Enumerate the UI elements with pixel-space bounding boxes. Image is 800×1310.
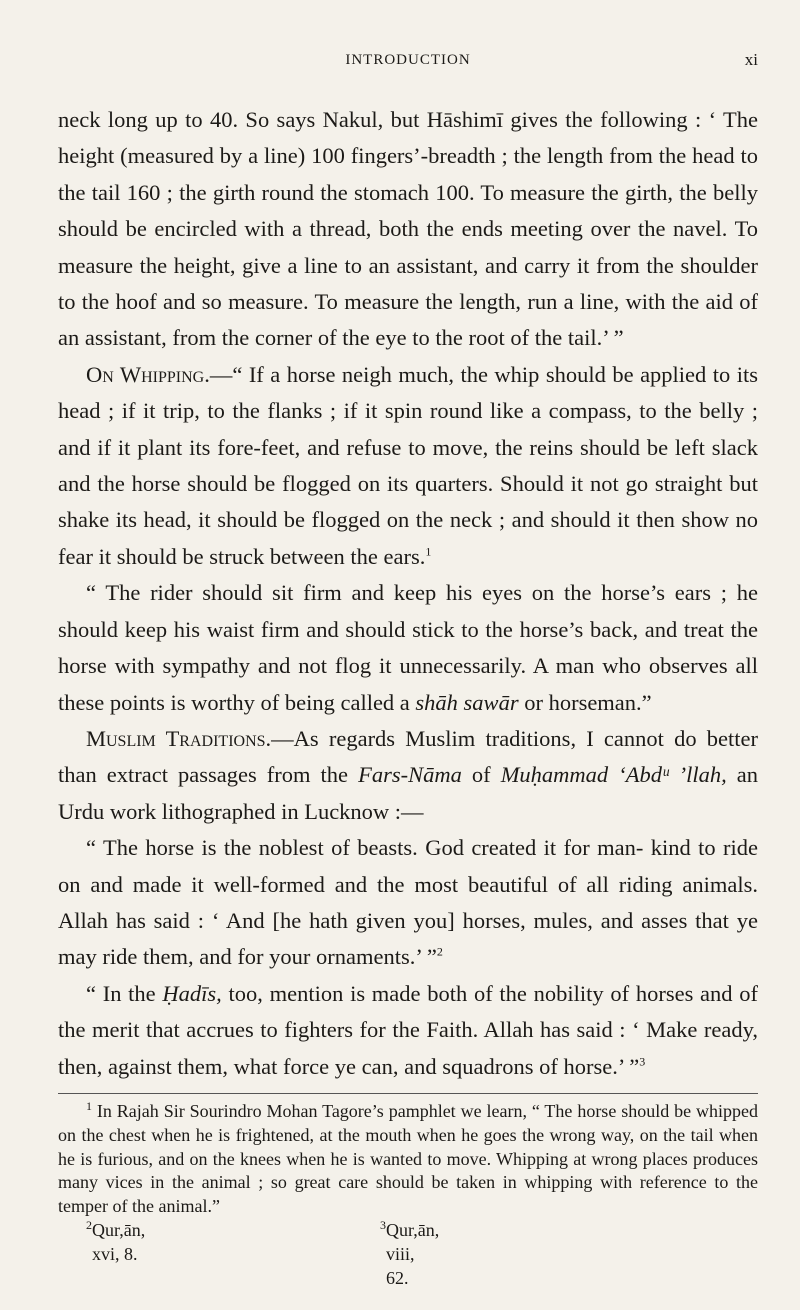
paragraph-text: neck long up to 40. So says Nakul, but Hāshimī gives the following : ‘ The height (measured by a line) 100 fingers’-breadth ; the length from the head to the tail 160 ; the girth round the stomach 100. To measure the girth, the belly should be encircled with a thread, both the ends meeting over the navel. To measure the height, give a line to an assistant, and carry it from the shoulder to the hoof and so measure. To measure the length, run a line, with the aid of an assistant, from the corner of the eye to the root of the tail.’ ” <box>58 107 758 351</box>
footnote-divider <box>58 1093 758 1094</box>
footnote-ref-3[interactable]: 3 <box>639 1054 646 1069</box>
paragraph-text: —As regards Muslim traditions, I cannot do better than extract passages from the <box>58 725 758 788</box>
paragraph-text: —“ If a horse neigh much, the whip should be applied to its head ; if it trip, to the flanks ; if it spin round like a compass, to the belly ; and if it plant its fore-feet, and refuse to move, the reins should be left slack and the horse should be flogged on its quarters. Should it not go straight but shake its head, it should be flogged on the neck ; and should it then show no fear it should be struck between the ears. <box>58 361 758 569</box>
running-title: INTRODUCTION <box>345 52 471 68</box>
paragraph-text: “ The rider should sit firm and keep his eyes on the horse’s ears ; he should keep his waist firm and should stick to the horse’s back, and treat the horse with sympathy and not flog it unnecessarily. A man who observes all these points is worthy of being called a <box>58 580 758 715</box>
footnote-2 <box>86 1217 146 1264</box>
book-page <box>58 44 759 1288</box>
footnote-text: Qur,ān, xvi, 8. <box>92 1219 146 1264</box>
italic-term: shāh sawār <box>415 689 519 715</box>
paragraph-1 <box>58 102 758 357</box>
page-number: xi <box>744 50 758 69</box>
footnote-text: In Rajah Sir Sourindro Mohan Tagore’s pamphlet we learn, “ The horse should be whipped on the chest when he is frightened, at the mouth when he goes the wrong way, on the tail when he is furious, and on the knees when he is wanted to move. Whipping at wrong places produces many vices in the animal ; so great care should be taken in whipping with reference to the temper of the animal.” <box>58 1100 759 1217</box>
footnote-text: Qur,ān, viii, 62. <box>386 1219 440 1288</box>
section-lead-traditions: Muslim Traditions. <box>86 725 272 751</box>
section-lead-whipping: On Whipping. <box>86 361 210 387</box>
paragraph-3 <box>58 575 758 721</box>
paragraph-2 <box>58 357 758 575</box>
footnote-ref-2[interactable]: 2 <box>436 944 443 959</box>
main-text <box>58 102 758 1085</box>
running-header <box>58 44 758 74</box>
footnote-ref-1[interactable]: 1 <box>425 544 432 559</box>
footnote-mark: 3 <box>380 1217 386 1232</box>
footnotes <box>58 1098 759 1288</box>
italic-term: Ḥadīs, <box>162 980 222 1006</box>
footnote-mark: 1 <box>86 1098 92 1113</box>
paragraph-text: too, mention is made both of the nobility of horses and of the merit that accrues to fighters for the Faith. Allah has said : ‘ Make ready, then, against them, what force ye can, and squadrons of horse.’ ” <box>58 980 758 1079</box>
footnote-refs-row <box>58 1217 758 1288</box>
paragraph-text: an Urdu work lithographed in Lucknow :— <box>58 762 758 824</box>
footnote-mark: 2 <box>86 1217 92 1232</box>
italic-author: Muḥammad ‘Abdᵘ ’llah, <box>500 762 727 788</box>
footnote-3 <box>380 1217 440 1288</box>
paragraph-text: of <box>461 762 501 788</box>
paragraph-text: or horseman.” <box>518 689 652 715</box>
footnote-1 <box>58 1100 758 1219</box>
paragraph-text: “ In the <box>86 980 163 1006</box>
paragraph-6 <box>58 976 758 1085</box>
paragraph-4 <box>58 721 758 830</box>
paragraph-5 <box>58 830 758 976</box>
italic-title: Fars-Nāma <box>358 762 462 788</box>
paragraph-text: “ The horse is the noblest of beasts. God created it for man- kind to ride on and made it well-formed and the most beautiful of all riding animals. Allah has said : ‘ And [he hath given you] horses, mules, and asses that ye may ride them, and for your ornaments.’ ” <box>58 835 758 970</box>
